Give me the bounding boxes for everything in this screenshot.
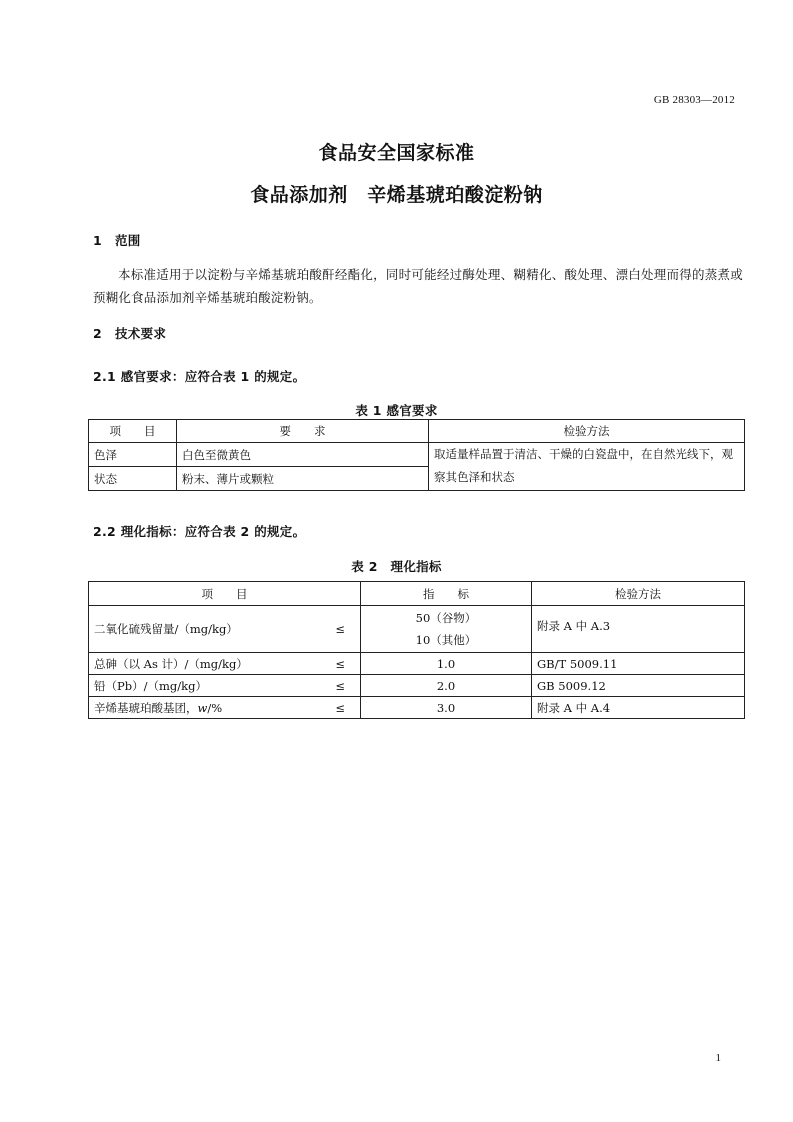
section-2-number: 2 [93,326,102,341]
section-2-1-heading: 2.1 感官要求：应符合表 1 的规定。 [93,369,306,384]
table-2-cell-value: 1.0 [361,653,532,675]
section-2-heading [93,324,166,342]
table-1-cell-requirement: 白色至微黄色 [177,443,429,467]
table-2-cell-item: 总砷（以 As 计）/（mg/kg） [89,653,321,675]
table-2-header-method: 检验方法 [532,582,745,606]
table-1-cell-requirement: 粉末、薄片或颗粒 [177,467,429,491]
table-2-header-value: 指 标 [361,582,532,606]
scope-paragraph: 本标准适用于以淀粉与辛烯基琥珀酸酐经酯化，同时可能经过酶处理、糊精化、酸处理、漂白处理而得的蒸煮或预糊化食品添加剂辛烯基琥珀酸淀粉钠。 [93,267,743,305]
table-1-header-item: 项 目 [89,420,177,443]
table-2-cell-operator: ≤ [321,697,361,719]
table-2-header-item: 项 目 [89,582,361,606]
table-1-cell-item: 状态 [89,467,177,491]
table-1-header-row [89,420,745,443]
table-2-cell-value: 2.0 [361,675,532,697]
table-1-header-requirement: 要 求 [177,420,429,443]
table-row [89,443,745,467]
section-2-2-heading: 2.2 理化指标：应符合表 2 的规定。 [93,524,306,539]
table-row [89,653,745,675]
table-2-cell-operator: ≤ [321,606,361,653]
document-title: 食品安全国家标准 [318,142,475,164]
table-1-caption: 表 1 感官要求 [355,403,438,418]
value-line: 50（谷物） [415,611,477,625]
table-2-cell-method: 附录 A 中 A.3 [532,606,745,653]
section-2-title: 技术要求 [115,326,167,341]
table-row [89,697,745,719]
table-1-header-method: 检验方法 [429,420,745,443]
item-suffix: /% [207,700,223,715]
page-number: 1 [715,1052,721,1064]
table-2-physicochemical [88,581,745,719]
table-2-cell-value: 3.0 [361,697,532,719]
table-2-cell-method: 附录 A 中 A.4 [532,697,745,719]
table-row [89,606,745,653]
table-1-sensory [88,419,745,491]
table-2-cell-value [361,606,532,653]
table-1-cell-method: 取适量样品置于清洁、干燥的白瓷盘中，在自然光线下，观察其色泽和状态 [429,443,745,491]
document-code: GB 28303—2012 [653,94,735,106]
value-line: 10（其他） [415,633,477,647]
table-2-caption: 表 2 理化指标 [351,559,442,574]
table-2-cell-operator: ≤ [321,675,361,697]
table-2-cell-method: GB/T 5009.11 [532,653,745,675]
section-1-title: 范围 [115,233,141,248]
table-2-cell-method: GB 5009.12 [532,675,745,697]
table-row [89,675,745,697]
section-1-heading [93,231,141,249]
table-2-cell-item: 铅（Pb）/（mg/kg） [89,675,321,697]
table-2-cell-item: 二氧化硫残留量/（mg/kg） [89,606,321,653]
table-2-header-row [89,582,745,606]
item-variable: w [197,700,208,715]
table-1-cell-item: 色泽 [89,443,177,467]
item-prefix: 辛烯基琥珀酸基团， [94,700,198,715]
section-1-number: 1 [93,233,102,248]
table-2-cell-operator: ≤ [321,653,361,675]
table-2-cell-item [89,697,321,719]
document-subtitle: 食品添加剂 辛烯基琥珀酸淀粉钠 [250,184,543,206]
